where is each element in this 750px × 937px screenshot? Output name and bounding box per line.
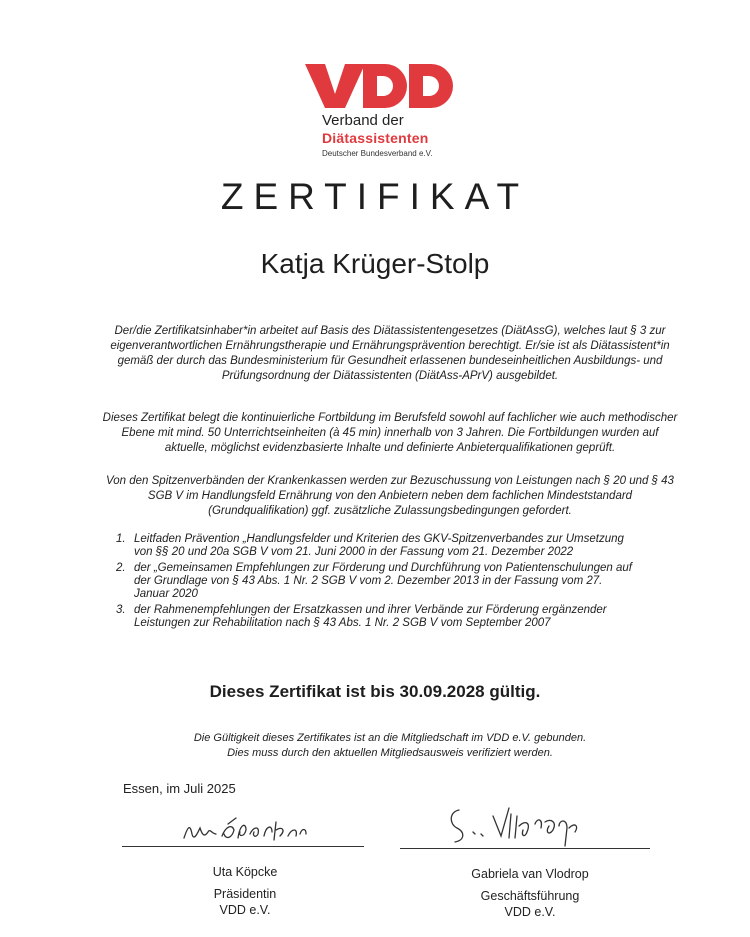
- signature-image-1: [180, 812, 310, 846]
- signer-org: VDD e.V.: [504, 905, 556, 919]
- logo-letter-d1: [363, 64, 407, 108]
- validity-statement: Dieses Zertifikat ist bis 30.09.2028 gültig.: [209, 682, 541, 701]
- list-item-number: 2.: [116, 562, 126, 574]
- holder-name: Katja Krüger-Stolp: [260, 248, 490, 279]
- signature-image-2: [445, 798, 605, 848]
- vdd-logo: [305, 64, 455, 110]
- membership-note-line-1: Die Gültigkeit dieses Zertifikates ist an die Mitgliedschaft im VDD e.V. gebunden.: [193, 732, 587, 744]
- paragraph-insurance-requirements: Von den Spitzenverbänden der Krankenkassen werden zur Bezuschussung von Leistungen nach § 20 und § 43 SGB V im Handlungsfeld Ernährung von den Anbietern neben dem fachlichen Mindeststandard (Grundqualifikation) ggf. zusätzliche Zulassungsbedingungen gefordert.: [106, 475, 674, 517]
- logo-line-1: Verband der: [322, 112, 404, 129]
- membership-note-line-2: Dies muss durch den aktuellen Mitgliedsausweis verifiziert werden.: [227, 747, 553, 759]
- signer-role: Präsidentin: [213, 887, 277, 901]
- logo-letter-v: [305, 64, 365, 108]
- vdd-logo-mark: [305, 64, 455, 110]
- list-item-text: Leitfaden Prävention „Handlungsfelder und Kriterien des GKV-Spitzenverbandes zur Umsetzung von §§ 20 und 20a SGB V vom 21. Juni 2000 in der Fassung vom 21. Dezember 2022: [134, 533, 624, 558]
- place-date: Essen, im Juli 2025: [123, 781, 236, 796]
- signer-role: Geschäftsführung: [480, 889, 580, 903]
- logo-line-2: Diätassistenten: [322, 130, 429, 146]
- list-item: [112, 562, 632, 601]
- list-item-number: 3.: [116, 604, 126, 616]
- paragraph-continuing-education: Dieses Zertifikat belegt die kontinuierliche Fortbildung im Berufsfeld sowohl auf fachlicher wie auch methodischer Ebene mit mind. 50 Unterrichtseinheiten (à 45 min) innerhalb von 3 Jahren. Die Fortbildungen wurden auf aktuelle, möglichst evidenzbasierte Inhalte und definierte Anbieterqualifikationen geprüft.: [102, 412, 678, 454]
- paragraph-legal-basis: Der/die Zertifikatsinhaber*in arbeitet auf Basis des Diätassistentengesetzes (DiätAssG), welches laut § 3 zur eigenverantwortlichen Ernährungstherapie und Ernährungsprävention berechtigt. Er/sie ist als Diätassistent*in gemäß der durch das Bundesministerium für Gesundheit erlassenen bundeseinheitlichen Ausbildungs- und Prüfungsordnung der Diätassistenten (DiätAss-APrV) ausgebildet.: [110, 325, 670, 382]
- signature-line-2: [400, 848, 650, 849]
- logo-letter-d2: [409, 64, 453, 108]
- list-item-text: der Rahmenempfehlungen der Ersatzkassen und ihrer Verbände zur Förderung ergänzender Leistungen zur Rehabilitation nach § 43 Abs. 1 Nr. 2 SGB V vom September 2007: [134, 604, 607, 629]
- list-item-text: der „Gemeinsamen Empfehlungen zur Förderung und Durchführung von Patientenschulungen auf der Grundlage von § 43 Abs. 1 Nr. 2 SGB V vom 2. Dezember 2013 in der Fassung vom 27. Januar 2020: [134, 562, 633, 600]
- reference-list: [112, 533, 632, 633]
- list-item: [112, 604, 632, 630]
- logo-line-3: Deutscher Bundesverband e.V.: [322, 149, 433, 158]
- list-item: [112, 533, 632, 559]
- signer-name: Uta Köpcke: [212, 865, 278, 879]
- certificate-title: ZERTIFIKAT: [220, 176, 530, 217]
- list-item-number: 1.: [116, 533, 126, 545]
- signer-2: [440, 866, 620, 920]
- signature-line-1: [122, 846, 364, 847]
- membership-note: [100, 731, 680, 761]
- signer-org: VDD e.V.: [219, 903, 271, 917]
- signer-name: Gabriela van Vlodrop: [471, 867, 589, 881]
- signer-1: [170, 864, 320, 918]
